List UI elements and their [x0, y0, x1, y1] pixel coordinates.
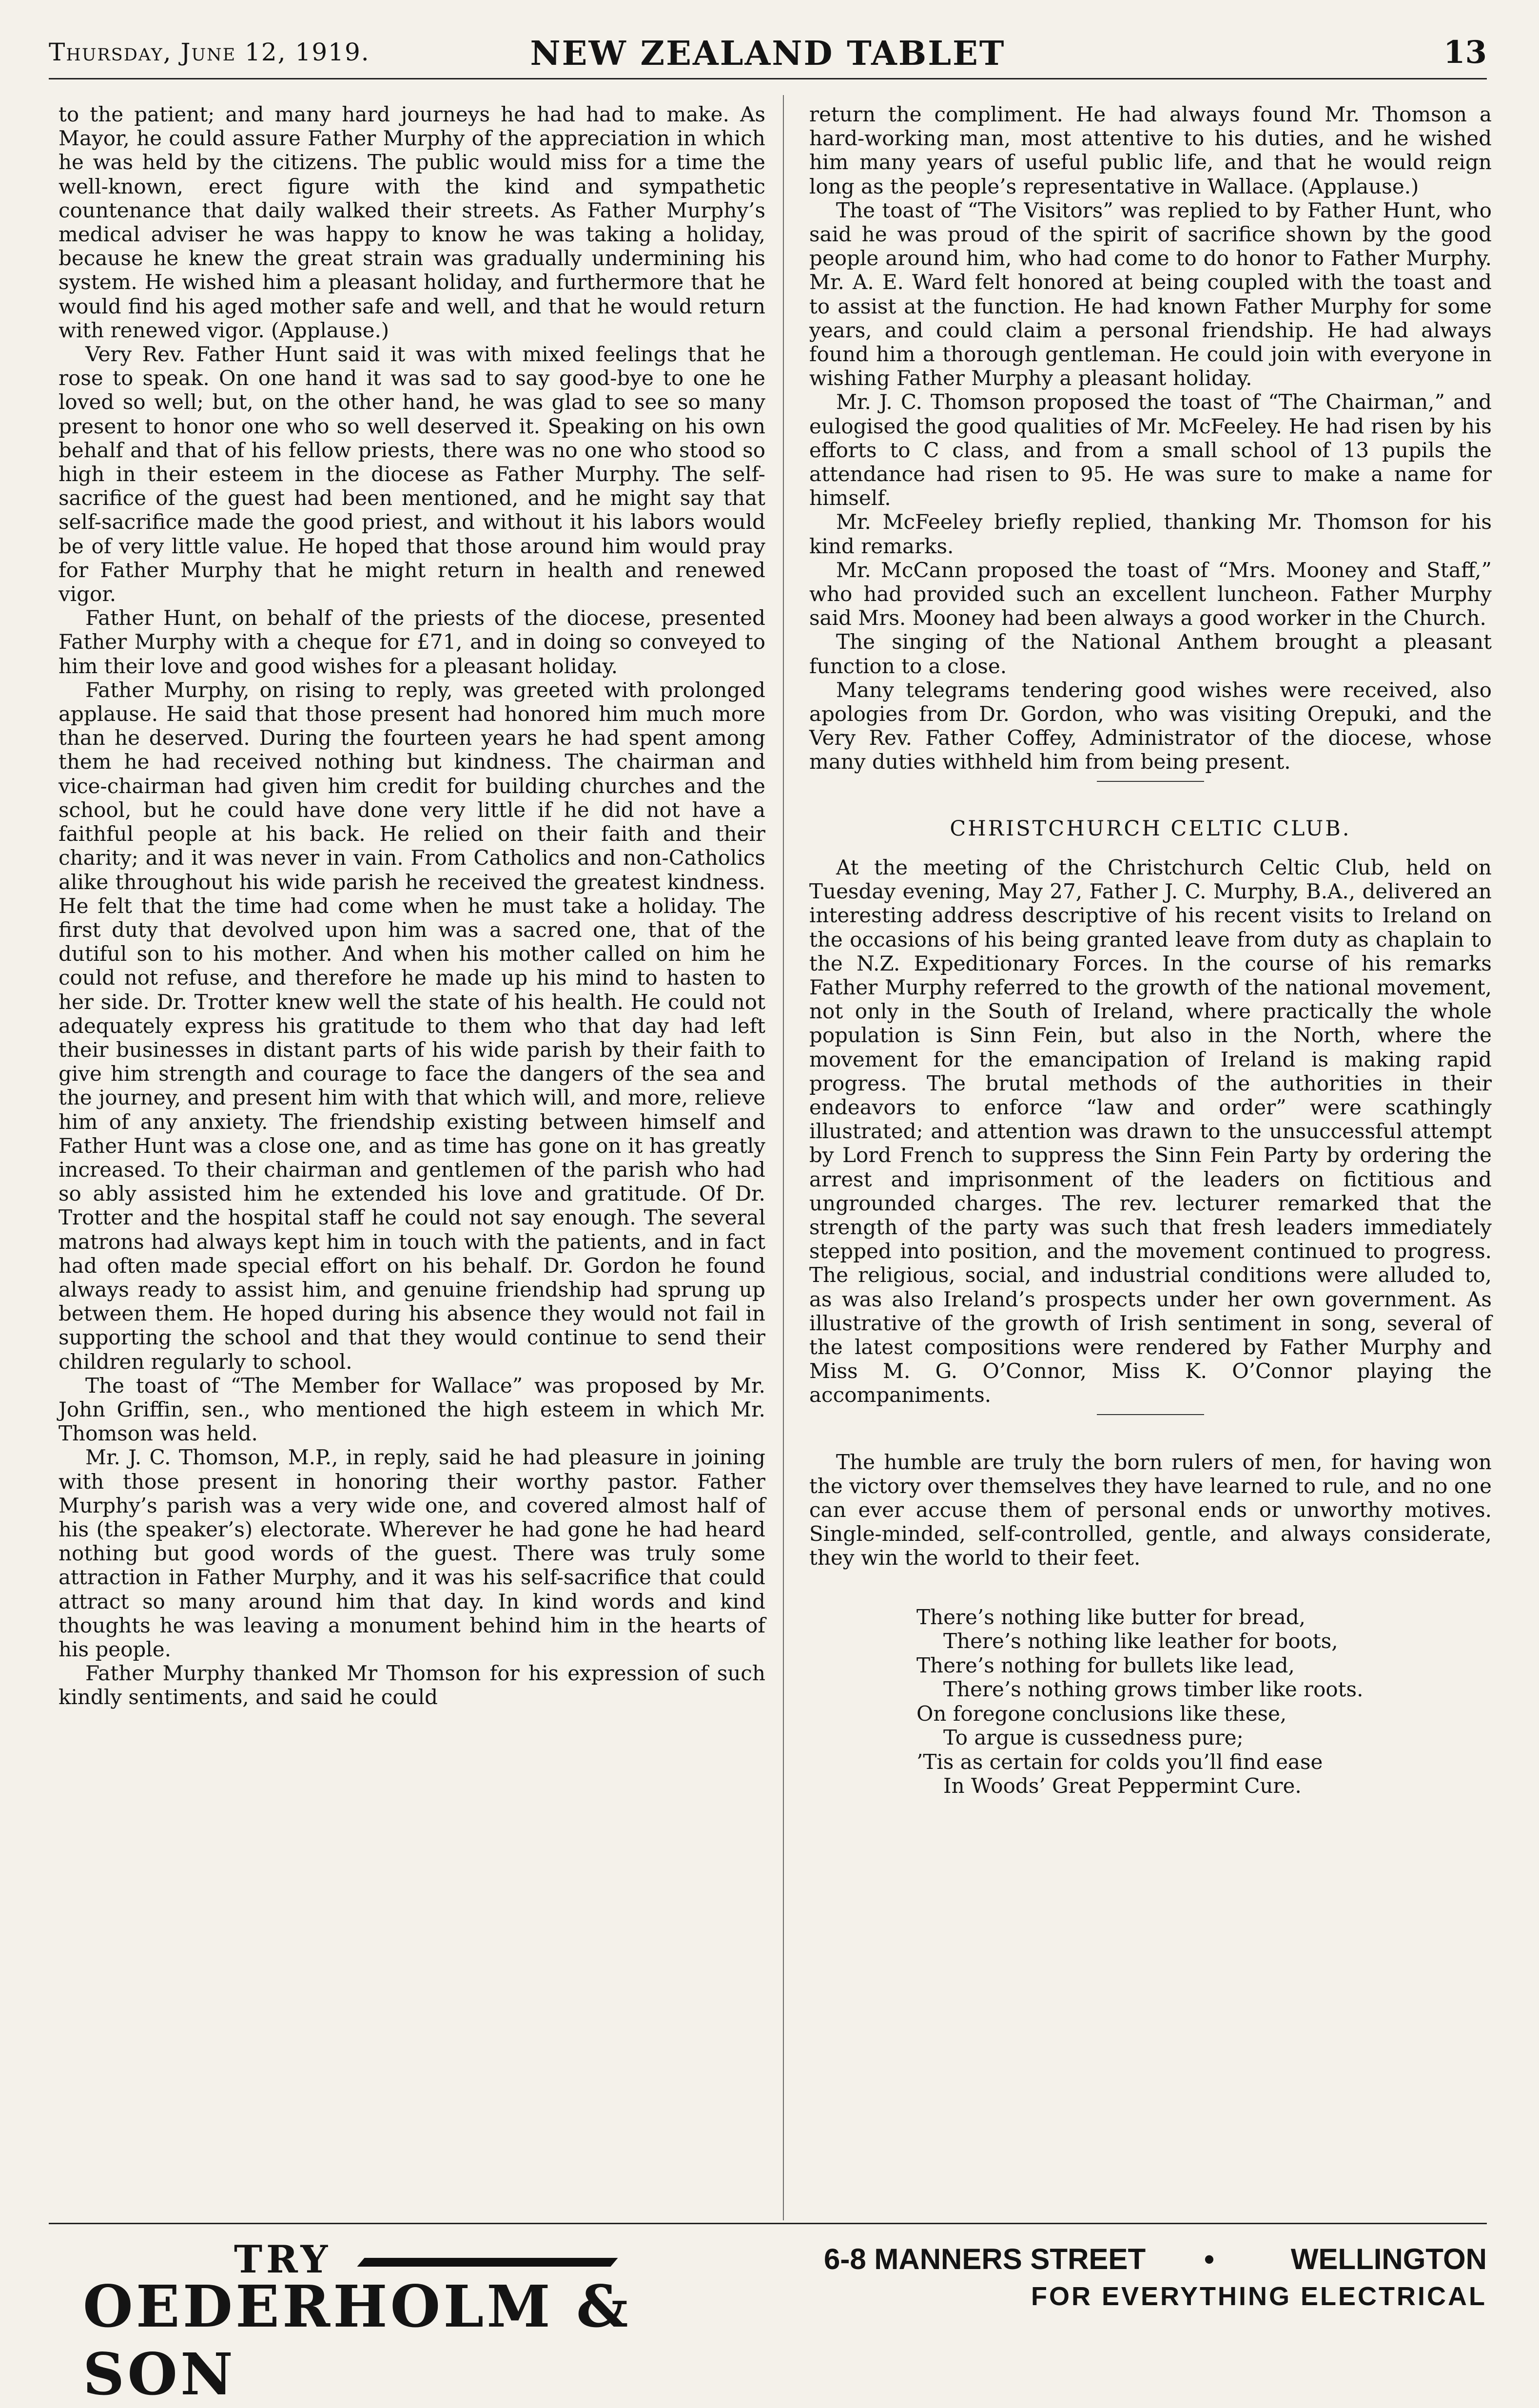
left-column — [58, 102, 765, 2218]
ad-city: WELLINGTON — [1290, 2243, 1487, 2275]
ad-bullet: • — [1204, 2243, 1215, 2275]
celtic-club-paragraph: At the meeting of the Christchurch Celtic Club, held on Tuesday evening, May 27, Father J. C. Murphy, B.A., delivered an interesting address descriptive of his recent visits to Ireland on the occasions of his being granted leave from duty as chaplain to the N.Z. Expeditionary Forces. In the course of his remarks Father Murphy referred to the growth of the national movement, not only in the South of Ireland, where practically the whole population is Sinn Fein, but also in the North, where the movement for the emancipation of Ireland is making rapid progress. The brutal methods of the authorities in their endeavors to enforce “law and order” were scathingly illustrated; and attention was drawn to the unsuccessful attempt by Lord French to suppress the Sinn Fein Party by ordering the arrest and imprisonment of the leaders on fictitious and ungrounded charges. The rev. lecturer remarked that the strength of the party was such that fresh leaders immediately stepped into position, and the movement continued to progress. The religious, social, and industrial conditions were alluded to, as was also Ireland’s prospects under her own government. As illustrative of the growth of Irish sentiment in song, several of the latest compositions were rendered by Father Murphy and Miss M. G. O’Connor, Miss K. O’Connor playing the accompaniments. — [809, 855, 1492, 1407]
article-paragraph: The toast of “The Visitors” was replied to by Father Hunt, who said he was proud of the spirit of sacrifice shown by the good people around him, who had come to do honor to Father Murphy. Mr. A. E. Ward felt honored at being coupled with the toast and to assist at the function. He had known Father Murphy for some years, and could claim a personal friendship. He had always found him a thorough gentleman. He could join with everyone in wishing Father Murphy a pleasant holiday. — [809, 198, 1492, 390]
verse-line: There’s nothing grows timber like roots. — [943, 1677, 1364, 1702]
ad-swoosh-decoration — [357, 2258, 618, 2267]
verse-line: On foregone conclusions like these, — [916, 1701, 1287, 1726]
issue-date: Thursday, June 12, 1919. — [49, 38, 370, 66]
oederholm-address-block — [824, 2242, 1487, 2325]
article-paragraph: Father Murphy thanked Mr Thomson for his expression of such kindly sentiments, and said he could — [58, 1661, 765, 1709]
ad-company-name: OEDERHOLM & SON — [83, 2272, 631, 2408]
verse-line: There’s nothing for bullets like lead, — [916, 1653, 1295, 1677]
column-divider — [783, 95, 784, 2220]
ad-try-label: TRY — [234, 2237, 332, 2282]
right-column — [809, 102, 1492, 2218]
article-paragraph: Father Murphy, on rising to reply, was greeted with prolonged applause. He said that those present had honored him much more than he deserved. During the fourteen years he had spent among them he had received nothing but kindness. The chairman and vice-chairman had given him credit for building churches and the school, but he could have done very little if he did not have a faithful people at his back. He relied on their faith and their charity; and it was never in vain. From Catholics and non-Catholics alike throughout his wide parish he received the greatest kindness. He felt that the time had come when he must take a holiday. The first duty that devolved upon him was a sacred one, that of the dutiful son to his mother. And when his mother called on him he could not refuse, and therefore he made up his mind to hasten to her side. Dr. Trotter knew well the state of his health. He could not adequately express his gratitude to them who that day had left their businesses in distant parts of his wide parish by their faith to give him strength and courage to face the dangers of the sea and the journey, and present him with that which will, and more, relieve him of any anxiety. The friendship existing between himself and Father Hunt was a close one, and as time has gone on it has greatly increased. To their chairman and gentlemen of the parish who had so ably assisted him he extended his love and gratitude. Of Dr. Trotter and the hospital staff he could not say enough. The several matrons had always kept him in touch with the patients, and in fact had often made special effort on his behalf. Dr. Gordon he found always ready to assist him, and genuine friendship had sprung up between them. He hoped during his absence they would not fail in supporting the school and that they would continue to send their children regularly to school. — [58, 678, 765, 1374]
masthead-title: NEW ZEALAND TABLET — [530, 34, 1006, 73]
verse-line: There’s nothing like butter for bread, — [916, 1605, 1305, 1629]
article-paragraph: to the patient; and many hard journeys he had had to make. As Mayor, he could assure Father Murphy of the appreciation in which he was held by the citizens. The public would miss for a time the well-known, erect figure with the kind and sympathetic countenance that daily walked their streets. As Father Murphy’s medical adviser he was happy to know he was taking a holiday, because he knew the great strain was gradually undermining his system. He wished him a pleasant holiday, and furthermore that he would find his aged mother safe and well, and that he would return with renewed vigor. (Applause.) — [58, 102, 765, 342]
article-paragraph: The toast of “The Member for Wallace” was proposed by Mr. John Griffin, sen., who mentioned the high esteem in which Mr. Thomson was held. — [58, 1373, 765, 1446]
footer-rule — [49, 2223, 1487, 2224]
article-paragraph: Mr. McFeeley briefly replied, thanking Mr. Thomson for his kind remarks. — [809, 510, 1492, 558]
peppermint-cure-verse — [916, 1605, 1492, 1798]
ad-address: 6-8 MANNERS STREET — [824, 2243, 1146, 2275]
humble-paragraph: The humble are truly the born rulers of men, for having won the victory over themselves they have learned to rule, and no one can ever accuse them of personal ends or unworthy motives. Single-minded, self-controlled, gentle, and always considerate, they win the world to their feet. — [809, 1450, 1492, 1570]
article-paragraph: Mr. J. C. Thomson proposed the toast of “The Chairman,” and eulogised the good qualities of Mr. McFeeley. He had risen by his efforts to C class, and from a small school of 13 pupils the attendance had risen to 95. He was sure to make a name for himself. — [809, 390, 1492, 510]
celtic-club-heading: CHRISTCHURCH CELTIC CLUB. — [950, 816, 1351, 841]
article-paragraph: Mr. J. C. Thomson, M.P., in reply, said he had pleasure in joining with those present in honoring their worthy pastor. Father Murphy’s parish was a very wide one, and covered almost half of his (the speaker’s) electorate. Wherever he had gone he had heard nothing but good words of the guest. There was truly some attraction in Father Murphy, and it was his self-sacrifice that could attract so many around him that day. In kind words and kind thoughts he was leaving a monument behind him in the hearts of his people. — [58, 1445, 765, 1661]
article-paragraph: Father Hunt, on behalf of the priests of the diocese, presented Father Murphy with a cheque for £71, and in doing so conveyed to him their love and good wishes for a pleasant holiday. — [58, 606, 765, 678]
page-number: 13 — [1443, 34, 1487, 71]
article-paragraph: Very Rev. Father Hunt said it was with mixed feelings that he rose to speak. On one hand it was sad to say good-bye to one he loved so well; but, on the other hand, he was glad to see so many present to honor one who so well deserved it. Speaking on his own behalf and that of his fellow priests, there was no one who stood so high in their esteem in the diocese as Father Murphy. The self-sacrifice of the guest had been mentioned, and he might say that self-sacrifice made the good priest, and without it his labors would be of very little value. He hoped that those around him would pray for Father Murphy that he might return in health and renewed vigor. — [58, 342, 765, 606]
article-paragraph: return the compliment. He had always found Mr. Thomson a hard-working man, most attentive to his duties, and he wished him many years of useful public life, and that he would reign long as the people’s representative in Wallace. (Applause.) — [809, 102, 1492, 198]
oederholm-advertisement — [73, 2237, 804, 2408]
page-header — [49, 34, 1487, 79]
verse-line: In Woods’ Great Peppermint Cure. — [943, 1774, 1302, 1798]
verse-line: There’s nothing like leather for boots, — [943, 1629, 1338, 1653]
article-paragraph: Mr. McCann proposed the toast of “Mrs. Mooney and Staff,” who had provided such an excellent luncheon. Father Murphy said Mrs. Mooney had been always a good worker in the Church. — [809, 558, 1492, 630]
article-paragraph: Many telegrams tendering good wishes were received, also apologies from Dr. Gordon, who was visiting Orepuki, and the Very Rev. Father Coffey, Administrator of the diocese, whose many duties withheld him from being present. — [809, 678, 1492, 774]
verse-line: ’Tis as certain for colds you’ll find ease — [916, 1749, 1323, 1774]
article-paragraph: The singing of the National Anthem brought a pleasant function to a close. — [809, 630, 1492, 678]
ad-slogan: FOR EVERYTHING ELECTRICAL — [1031, 2282, 1487, 2311]
verse-line: To argue is cussedness pure; — [943, 1726, 1244, 1750]
